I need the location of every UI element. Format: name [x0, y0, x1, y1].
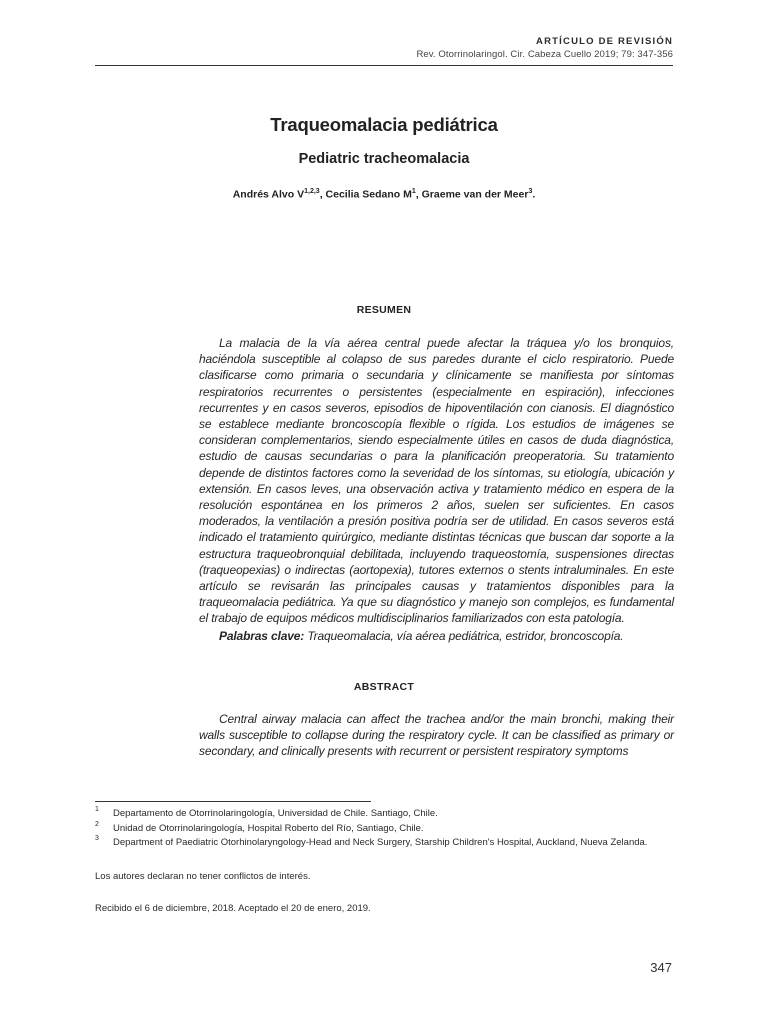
header-divider	[95, 65, 673, 66]
footnote	[95, 808, 685, 819]
footnote-number: 2	[95, 820, 99, 828]
resumen-heading: RESUMEN	[356, 304, 412, 316]
author-list	[0, 188, 768, 201]
footnote-text: Departamento de Otorrinolaringología, Universidad de Chile. Santiago, Chile.	[113, 808, 438, 819]
article-title-english: Pediatric tracheomalacia	[298, 151, 470, 167]
received-dates: Recibido el 6 de diciembre, 2018. Aceptado el 20 de enero, 2019.	[95, 903, 371, 914]
author-separator: .	[532, 188, 536, 201]
author-name: Andrés Alvo V	[232, 188, 305, 201]
article-type: ARTÍCULO DE REVISIÓN	[536, 36, 673, 47]
author-separator: ,	[319, 188, 326, 201]
author-affiliation: 1	[411, 188, 416, 195]
page-number: 347	[650, 960, 672, 975]
footnote-number: 1	[95, 806, 99, 813]
author-name: Cecilia Sedano M	[325, 188, 412, 201]
journal-citation: Rev. Otorrinolaringol. Cir. Cabeza Cuello 2019; 79: 347-356	[416, 49, 673, 60]
abstract-heading: ABSTRACT	[353, 681, 415, 693]
resumen-paragraph: La malacia de la vía aérea central puede afectar la tráquea y/o los bronquios, haciéndola susceptible al colapso de sus paredes durante el ciclo respiratorio. Puede clasificarse como primaria o secundaria y clínicamente se manifiesta por síntomas respiratorios recurrentes o persistentes (especialmente en espiración), infecciones recurrentes y en casos severos, episodios de hipoventilación con cianosis. El diagnóstico se establece mediante broncoscopía flexible o rígida. Los estudios de imágenes se consideran complementarios, siendo especialmente útiles en casos de duda diagnóstica, estudio de causas secundarias o para la planificación preoperatoria. Su tratamiento depende de distintos factores como la severidad de los síntomas, su etiología, ubicación y extensión. En casos leves, una observación activa y tratamiento médico en espera de la resolución espontánea en los primeros 2 años, suelen ser suficientes. En casos moderados, la ventilación a presión positiva podría ser de utilidad. En casos severos está indicado el tratamiento quirúrgico, mediante distintas técnicas que buscan dar soporte a la estructura traqueobronquial debilitada, incluyendo traqueostomía, suspensiones directas (traqueopexias) o indirectas (aortopexia), tutores externos o stents intraluminales. En este artículo se revisarán las principales causas y tratamientos disponibles para la traqueomalacia pediátrica. Ya que su diagnóstico y manejo son complejos, es fundamental el trabajo de equipos médicos multidisciplinarios familiarizados con esta patología.	[199, 336, 674, 626]
keywords-label: Palabras clave:	[219, 629, 305, 643]
footnote-text: Unidad de Otorrinolaringología, Hospital Roberto del Río, Santiago, Chile.	[113, 822, 424, 834]
conflict-statement: Los autores declaran no tener conflictos de interés.	[95, 871, 311, 882]
running-header	[95, 36, 673, 60]
abstract-paragraph: Central airway malacia can affect the trachea and/or the main bronchi, making their walls susceptible to collapse during the respiratory cycle. It can be classified as primary or secondary, and clinically presents with recurrent or persistent respiratory symptoms	[199, 712, 674, 759]
footnote-number: 3	[95, 835, 99, 842]
author-affiliation: 3	[528, 188, 533, 195]
footnote	[95, 820, 685, 834]
footnote-text: Department of Paediatric Otorhinolaryngology-Head and Neck Surgery, Starship Children's Hospital, Auckland, Nueva Zelanda.	[113, 837, 648, 848]
keywords-text: Traqueomalacia, vía aérea pediátrica, estridor, broncoscopía.	[304, 629, 624, 643]
author-name: Graeme van der Meer	[421, 188, 529, 201]
keywords-line	[199, 628, 674, 644]
author-separator: ,	[415, 188, 422, 201]
article-title: Traqueomalacia pediátrica	[270, 114, 498, 135]
footnotes	[95, 808, 685, 852]
footnote-divider	[95, 801, 371, 802]
author-affiliation: 1,2,3	[304, 188, 320, 195]
footnote	[95, 837, 685, 848]
